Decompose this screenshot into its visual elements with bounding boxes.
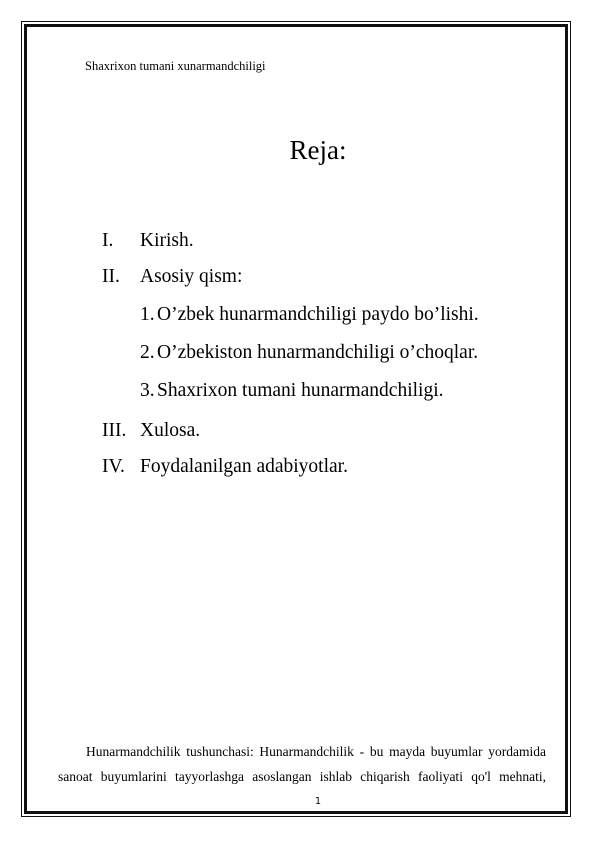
toc-subitem-label: O’zbek hunarmandchiligi paydo bo’lishi.: [157, 304, 479, 325]
toc-item-label: Foydalanilgan adabiyotlar.: [140, 456, 348, 477]
toc-subitem-number: 2.: [140, 342, 155, 363]
paragraph-line: sanoat buyumlarini tayyorlashga asoslangan ishlab chiqarish faoliyati qo'l mehnati,: [58, 769, 546, 784]
toc-item-label: Xulosa.: [140, 420, 201, 441]
toc-item-number: I.: [102, 230, 114, 251]
paragraph-line: Hunarmandchilik tushunchasi: Hunarmandchilik - bu mayda buyumlar yordamida: [86, 744, 546, 759]
toc-item-number: III.: [102, 420, 127, 441]
page-number: 1: [314, 796, 322, 807]
toc-subitem-number: 1.: [140, 304, 155, 325]
body-paragraph: [58, 739, 546, 789]
toc-item-number: IV.: [102, 456, 125, 477]
toc-item-label: Asosiy qism:: [140, 266, 243, 287]
toc-subitem-number: 3.: [140, 380, 155, 401]
page-title: Reja:: [289, 135, 347, 165]
document-header: Shaxrixon tumani xunarmandchiligi: [85, 59, 266, 73]
toc-item-number: II.: [102, 266, 120, 287]
toc-subitem-label: O’zbekiston hunarmandchiligi o’choqlar.: [157, 342, 479, 363]
toc-subitem-label: Shaxrixon tumani hunarmandchiligi.: [157, 380, 444, 401]
toc-item-label: Kirish.: [140, 230, 194, 251]
